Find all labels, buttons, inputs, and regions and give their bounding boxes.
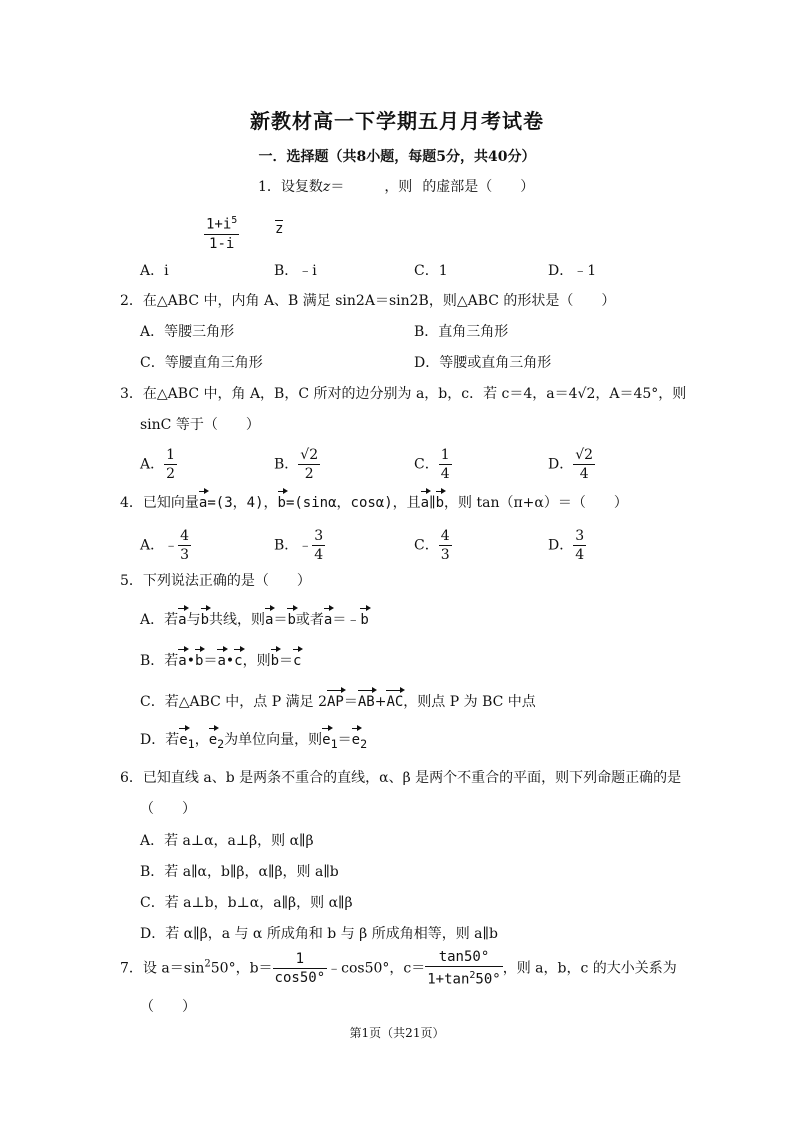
q3-option-d: D． $\frac{√2}{4}$ [548, 447, 594, 482]
q2-option-d: D．等腰或直角三角形 [414, 355, 552, 371]
question-7-stem: 7．设 $a=\sin^250^\circ$，b＝ $\frac{1}{\cos 50^\circ}$ ﹣cos50°，c＝ $\frac{\tan 50^\circ}{1+\tan^250^\circ}$ ，则 a，b，c 的大小关系为 [120, 949, 677, 988]
question-6-stem-line2: （ ） [140, 801, 196, 817]
q2-option-c: C．等腰直角三角形 [140, 355, 263, 371]
q2-option-b: B．直角三角形 [414, 324, 509, 340]
q3-option-b: B． $\frac{√2}{2}$ [274, 447, 319, 482]
q6-option-a: A．若 a⊥α，a⊥β，则 α∥β [140, 833, 314, 849]
question-1-fraction: $\frac{1+i^5}{1-i}$ [204, 212, 239, 253]
q5-option-b: B．若a•b＝a•c，则b＝c [140, 653, 302, 669]
question-6-stem-line1: 6．已知直线 a、b 是两条不重合的直线，α、β 是两个不重合的平面，则下列命题正确的是 [120, 770, 682, 786]
q1-option-a: A．i [140, 263, 169, 279]
question-3-stem-line1: 3．在△ABC 中，角 A，B，C 所对的边分别为 a，b，c．若 c＝4，a＝4√2，A＝45°，则 [120, 386, 687, 402]
q3-option-c: C． $\frac{1}{4}$ [414, 447, 450, 482]
q5-option-c: C．若△ABC 中，点 P 满足 2AP＝AB+AC，则点 P 为 BC 中点 [140, 694, 536, 710]
q4-option-b: B．﹣ $\frac{3}{4}$ [274, 528, 324, 563]
q4-option-c: C． $\frac{4}{3}$ [414, 528, 450, 563]
q6-option-b: B．若 a∥α，b∥β，α∥β，则 a∥b [140, 864, 339, 880]
question-7-stem-line2: （ ） [140, 999, 196, 1015]
question-5-stem: 5．下列说法正确的是（ ） [120, 573, 311, 589]
q1-option-b: B．﹣i [274, 263, 317, 279]
q5-option-a: A．若a与b共线，则a＝b或者a＝﹣b [140, 612, 369, 628]
exam-title: 新教材高一下学期五月月考试卷 [250, 109, 544, 133]
q6-option-d: D．若 α∥β，a 与 α 所成角和 b 与 β 所成角相等，则 a∥b [140, 926, 498, 942]
question-2-stem: 2．在△ABC 中，内角 A、B 满足 sin2A＝sin2B，则△ABC 的形状是（ ） [120, 293, 616, 309]
question-1-stem: 1．设复数z＝ ，则 的虚部是（ ） [258, 179, 535, 195]
question-3-stem-line2: sinC 等于（ ） [140, 417, 260, 433]
question-1-conjugate-z: z [275, 221, 284, 237]
q4-option-a: A．﹣ $\frac{4}{3}$ [140, 528, 190, 563]
page-footer: 第1页（共21页） [349, 1026, 445, 1040]
q2-option-a: A．等腰三角形 [140, 324, 235, 340]
q4-option-d: D． $\frac{3}{4}$ [548, 528, 585, 563]
question-4-stem: 4．已知向量a=(3，4)，b=(sinα，cosα)，且a∥b，则 tan（π+α）＝（ ） [120, 495, 628, 511]
q3-option-a: A． $\frac{1}{2}$ [140, 447, 176, 482]
q1-option-c: C．1 [414, 263, 448, 279]
q5-option-d: D．若$e_1$，$e_2$为单位向量，则$e_1=e_2$ [140, 732, 368, 751]
section-header: 一．选择题（共8小题，每题5分，共40分） [258, 149, 536, 165]
q1-option-d: D．﹣1 [548, 263, 597, 279]
q6-option-c: C．若 a⊥b，b⊥α，a∥β，则 α∥β [140, 895, 353, 911]
